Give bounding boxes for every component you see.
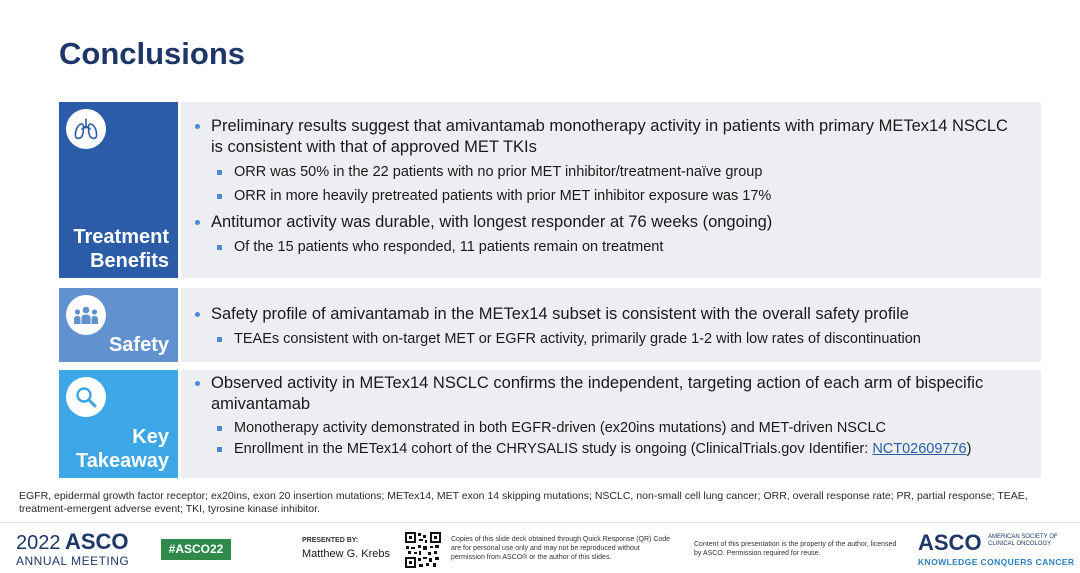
subbullet-responders-remain: Of the 15 patients who responded, 11 patients remain on treatment [193, 238, 1021, 257]
asco-annual-meeting-logo [16, 531, 129, 567]
enrollment-text: Enrollment in the METex14 cohort of the CHRYSALIS study is ongoing (ClinicalTrials.gov Identifier: [234, 441, 873, 457]
hashtag-badge: #ASCO22 [161, 539, 231, 560]
key-takeaway-label [76, 425, 169, 473]
subbullet-teaes: TEAEs consistent with on-target MET or EGFR activity, primarily grade 1-2 with low rates of discontinuation [193, 330, 1021, 349]
bullet-antitumor-durable: Antitumor activity was durable, with longest responder at 76 weeks (ongoing) [193, 212, 1021, 233]
safety-content [181, 288, 1041, 362]
meeting-year: 2022 [16, 532, 61, 554]
presenter-block [302, 537, 390, 560]
asco-society-logo [918, 532, 1074, 567]
lungs-icon [66, 109, 106, 149]
bullet-observed-activity: Observed activity in METex14 NSCLC confirms the independent, targeting action of each arm of bispecific amivantamab [193, 373, 1021, 415]
safety-label-box [59, 288, 178, 362]
safety-section [59, 288, 1041, 362]
slide-title: Conclusions [59, 36, 246, 71]
abbreviations-footnote: EGFR, epidermal growth factor receptor; ex20ins, exon 20 insertion mutations; METex14, MET exon 14 skipping mutations; NSCLC, non-small cell lung cancer; ORR, overall response rate; PR, partial response; TEAE, treatment-emergent adverse event; TKI, tyrosine kinase inhibitor. [19, 490, 1028, 515]
treatment-benefits-section [59, 102, 1041, 278]
qr-copyright-notice: Copies of this slide deck obtained through Quick Response (QR) Code are for personal use only and may not be reproduced without permission from ASCO® or the author of this slides. [451, 536, 671, 561]
enrollment-close-paren: ) [966, 441, 972, 457]
society-name: AMERICAN SOCIETY OF CLINICAL ONCOLOGY [988, 534, 1058, 547]
footer-bar [0, 522, 1080, 573]
asco-society-wordmark: ASCO [918, 530, 982, 555]
key-takeaway-section [59, 370, 1041, 478]
asco-wordmark: ASCO [64, 529, 129, 554]
presenter-name: Matthew G. Krebs [302, 548, 391, 560]
subbullet-orr-naive: ORR was 50% in the 22 patients with no prior MET inhibitor/treatment-naïve group [193, 163, 1021, 182]
treatment-label-line1: Treatment [73, 226, 169, 248]
subbullet-enrollment [193, 440, 1021, 459]
treatment-benefits-label [73, 225, 169, 273]
knowledge-conquers-cancer-tagline: KNOWLEDGE CONQUERS CANCER [918, 557, 1075, 567]
qr-code-icon[interactable] [404, 531, 442, 569]
subbullet-orr-pretreated: ORR in more heavily pretreated patients with prior MET inhibitor exposure was 17% [193, 187, 1021, 206]
safety-label: Safety [108, 334, 169, 356]
subbullet-monotherapy: Monotherapy activity demonstrated in both EGFR-driven (ex20ins mutations) and MET-driven NSCLC [193, 419, 1021, 438]
takeaway-label-line1: Key [132, 426, 169, 448]
annual-meeting-text: ANNUAL MEETING [16, 554, 130, 568]
treatment-benefits-label-box [59, 102, 178, 278]
content-ownership-notice: Content of this presentation is the property of the author, licensed by ASCO. Permission required for reuse. [694, 541, 897, 557]
key-takeaway-label-box [59, 370, 178, 478]
takeaway-label-line2: Takeaway [75, 450, 169, 472]
magnifier-icon [66, 377, 106, 417]
bullet-preliminary-results: Preliminary results suggest that amivantamab monotherapy activity in patients with primary METex14 NSCLC is consistent with that of approved MET TKIs [193, 116, 1021, 158]
nct-link[interactable]: NCT02609776 [872, 441, 967, 457]
treatment-benefits-content [181, 102, 1041, 278]
people-group-icon [66, 295, 106, 335]
treatment-label-line2: Benefits [90, 250, 169, 272]
bullet-safety-profile: Safety profile of amivantamab in the METex14 subset is consistent with the overall safety profile [193, 304, 1021, 325]
key-takeaway-content [181, 370, 1041, 478]
presented-by-label: PRESENTED BY: [302, 537, 359, 544]
